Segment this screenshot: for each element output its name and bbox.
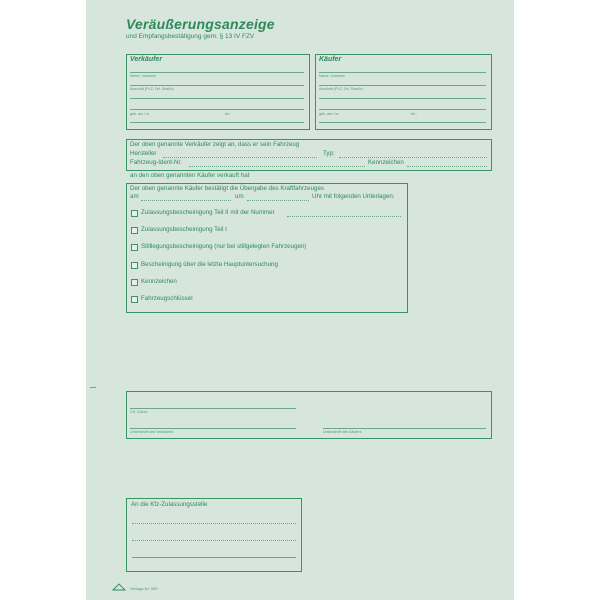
seller-address-line-1[interactable] [130,85,304,86]
registry-line-2[interactable] [132,540,296,541]
registry-line-3[interactable] [132,557,296,558]
buyer-phone-label: tel.: [411,112,417,116]
seller-header: Verkäufer [130,56,163,63]
form-title: Veräußerungsanzeige [126,16,275,32]
seller-address-label: Anschrift (PLZ, Ort, Straße) [130,87,174,91]
buyer-box [315,54,492,130]
vehicle-maker-label: Hersteller [130,150,157,157]
registry-header: An die Kfz-Zulassungsstelle [131,501,208,508]
vehicle-type-field[interactable] [339,157,487,158]
checkbox-vehicle-keys[interactable] [131,296,138,303]
item-inspection-certificate: Bescheinigung über die letzte Hauptuntersuchung [141,261,278,268]
place-date-label: Ort, Datum [130,410,148,414]
vehicle-vin-label: Fahrzeug-Ident-Nr. [130,159,182,166]
vehicle-type-label: Typ: [323,150,335,157]
buyer-birth-line[interactable] [319,122,486,123]
registry-box [126,498,302,572]
buyer-address-line-3[interactable] [319,109,486,110]
place-date-line[interactable] [130,408,296,409]
seller-birth-line[interactable] [130,122,304,123]
handover-date-field[interactable] [141,200,231,201]
seller-name-label: Name, Vorname [130,74,156,78]
registration-part-2-number-field[interactable] [287,216,401,217]
seller-signature-label: Unterschrift des Verkäufers [130,430,174,434]
checkbox-registration-part-1[interactable] [131,227,138,234]
vehicle-intro-text: Der oben genannte Verkäufer zeigt an, dass er sein Fahrzeug [130,141,300,148]
buyer-address-line-2[interactable] [319,98,486,99]
item-decommission-certificate: Stilllegungsbescheinigung (nur bei stillgelegten Fahrzeugen) [141,243,307,250]
buyer-address-label: Anschrift (PLZ, Ort, Straße) [319,87,363,91]
seller-address-line-2[interactable] [130,98,304,99]
checkbox-registration-part-2[interactable] [131,210,138,217]
fold-mark [90,387,96,388]
vehicle-plate-field[interactable] [407,166,487,167]
buyer-signature-label: Unterschrift des Käufers [323,430,362,434]
form-subtitle: und Empfangsbestätigung gem. § 13 IV FZV [126,33,255,40]
handover-intro-text: Der oben genannte Käufer bestätigt die Übergabe des Kraftfahrzeuges [130,185,325,192]
buyer-signature-line[interactable] [323,428,486,429]
checkbox-inspection-certificate[interactable] [131,262,138,269]
handover-time-field[interactable] [247,200,309,201]
checkbox-decommission-certificate[interactable] [131,244,138,251]
seller-phone-label: tel.: [225,112,231,116]
handover-box [126,183,408,313]
registry-line-1[interactable] [132,523,296,524]
item-registration-part-2: Zulassungsbescheinigung Teil II mit der Nummer [141,209,275,216]
handover-docs-label: Uhr mit folgenden Unterlagen: [312,193,395,200]
seller-name-line[interactable] [130,72,304,73]
vehicle-plate-label: Kennzeichen [368,159,404,166]
seller-address-line-3[interactable] [130,109,304,110]
buyer-header: Käufer [319,56,342,63]
vehicle-vin-field[interactable] [189,166,365,167]
handover-time-label: um [235,193,244,200]
vehicle-sold-text: an den oben genannten Käufer verkauft hat [130,172,250,179]
item-registration-part-1: Zulassungsbescheinigung Teil I [141,226,227,233]
buyer-name-label: Name, Vorname [319,74,345,78]
signature-box [126,391,492,439]
item-license-plates: Kennzeichen [141,278,177,285]
vehicle-box [126,139,492,171]
order-number: Verlags-Nr. 590 [130,586,158,591]
seller-signature-line[interactable] [130,428,296,429]
buyer-address-line-1[interactable] [319,85,486,86]
seller-birth-label: geb. am / in: [130,112,150,116]
publisher-logo-icon [112,583,126,591]
form-sheet [86,0,514,600]
buyer-birth-label: geb. am / in: [319,112,339,116]
seller-box [126,54,310,130]
checkbox-license-plates[interactable] [131,279,138,286]
vehicle-maker-field[interactable] [163,157,317,158]
item-vehicle-keys: Fahrzeugschlüssel [141,295,193,302]
handover-date-label: am [130,193,139,200]
buyer-name-line[interactable] [319,72,486,73]
